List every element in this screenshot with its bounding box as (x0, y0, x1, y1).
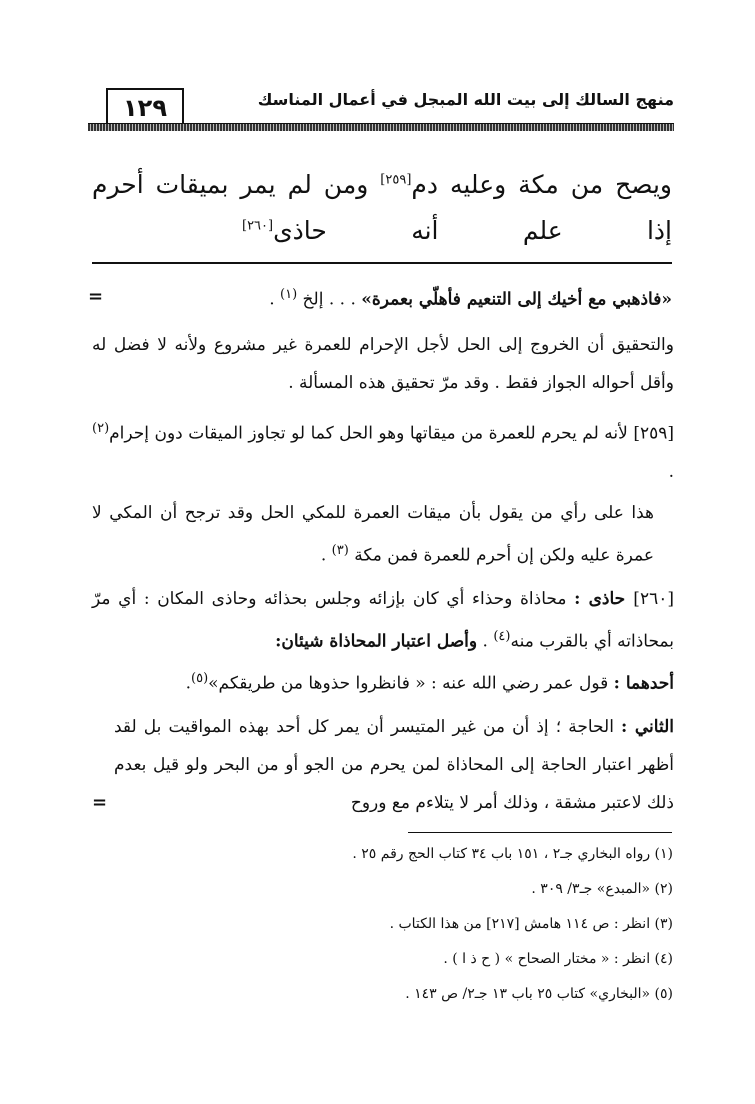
footnote-1: (١) رواه البخاري جـ٢ ، ١٥١ باب ٣٤ كتاب الحج رقم ٢٥ . (352, 846, 673, 862)
note-end: . (668, 461, 674, 482)
footnote-ref: (٥) (191, 671, 209, 686)
continuation-mark: = (88, 286, 104, 307)
footnote-3: (٣) انظر : ص ١١٤ هامش [٢١٧] من هذا الكتاب . (389, 916, 673, 932)
footnote-separator (408, 832, 672, 833)
quote-tail: . . . إلخ (302, 289, 362, 310)
para-end: . (320, 545, 332, 566)
footnote-ref: (٤) (493, 629, 511, 644)
note-label: [٢٦٠] (633, 589, 674, 609)
footnote-ref: (١) (280, 287, 298, 302)
commentary-quote (112, 276, 672, 319)
second-reason (114, 708, 674, 822)
footnote-5: (٥) «البخاري» كتاب ٢٥ باب ١٣ جـ٢/ ص ١٤٣ . (405, 986, 673, 1002)
first-reason (92, 660, 674, 703)
note-label: [٢٥٩] (633, 423, 674, 444)
note-text: لأنه لم يحرم للعمرة من ميقاتها وهو الحل كما لو تجاوز الميقات دون إحرام (109, 423, 634, 444)
reason-end: . (185, 673, 192, 694)
footnote-ref: (٣) (331, 543, 349, 558)
reason-label: الثاني : (621, 717, 674, 737)
note-mid: . (477, 631, 494, 652)
note-term: حاذى : (574, 589, 634, 609)
matn-text: ومن لم يمر بميقات أحرم (92, 170, 369, 199)
matn-text: إذا علم أنه حاذى (273, 216, 672, 245)
running-title: منهج السالك إلى بيت الله المبجل في أعمال المناسك (257, 90, 674, 109)
reason-text: الحاجة ؛ إذ أن من غير المتيسر أن يمر كل أحد بهذه المواقيت بل لقد أظهر اعتبار الحاجة إلى المحاذاة لمن يحرم من الجو أو من البحر ولو قيل بعدم ذلك لاعتبر مشقة ، وذلك أمر لا يتلاءم مع وروح (114, 717, 674, 813)
footnote-4: (٤) انظر : « مختار الصحاح » ( ح ذ ا ) . (443, 951, 673, 967)
note-259 (92, 410, 674, 491)
quote-text: «فاذهبي مع أخيك إلى التنعيم فأهلّي بعمرة» (361, 289, 672, 310)
footnote-ref: (٢) (92, 421, 110, 436)
matn-text: ويصح من مكة وعليه دم (411, 170, 672, 199)
reason-label: أحدهما : (613, 673, 674, 694)
note-text: محاذاة وحذاء أي كان بإزائه وجلس بحذائه وحاذى المكان : أي مرّ بمحاذاته أي بالقرب منه (92, 589, 674, 652)
commentary-paragraph-1: والتحقيق أن الخروج إلى الحل لأجل الإحرام للعمرة غير مشروع ولأنه لا فضل له وأقل أحواله الجواز فقط . وقد مرّ تحقيق هذه المسألة . (92, 335, 674, 393)
header-rule (88, 123, 674, 131)
main-separator (92, 262, 672, 264)
matn-line-2 (242, 216, 672, 245)
matn-ref: [٢٥٩] (380, 172, 412, 188)
matn-ref: [٢٦٠] (242, 218, 274, 234)
continuation-mark-end: = (92, 792, 108, 813)
commentary-paragraph-2 (92, 494, 654, 575)
note-bold: وأصل اعتبار المحاذاة شيئان: (275, 631, 478, 652)
note-260 (92, 580, 674, 661)
page-header (88, 88, 674, 130)
page-number: ١٢٩ (106, 88, 184, 126)
quote-end: . (269, 289, 280, 310)
matn-line-1 (92, 170, 672, 199)
para-text: هذا على رأي من يقول بأن ميقات العمرة للمكي الحل وقد ترجح أن المكي لا عمرة عليه ولكن إن أحرم للعمرة فمن مكة (92, 503, 654, 566)
footnote-2: (٢) «المبدع» جـ٣/ ٣٠٩ . (531, 881, 673, 897)
reason-text: قول عمر رضي الله عنه : « فانظروا حذوها من طريقكم» (208, 673, 614, 694)
